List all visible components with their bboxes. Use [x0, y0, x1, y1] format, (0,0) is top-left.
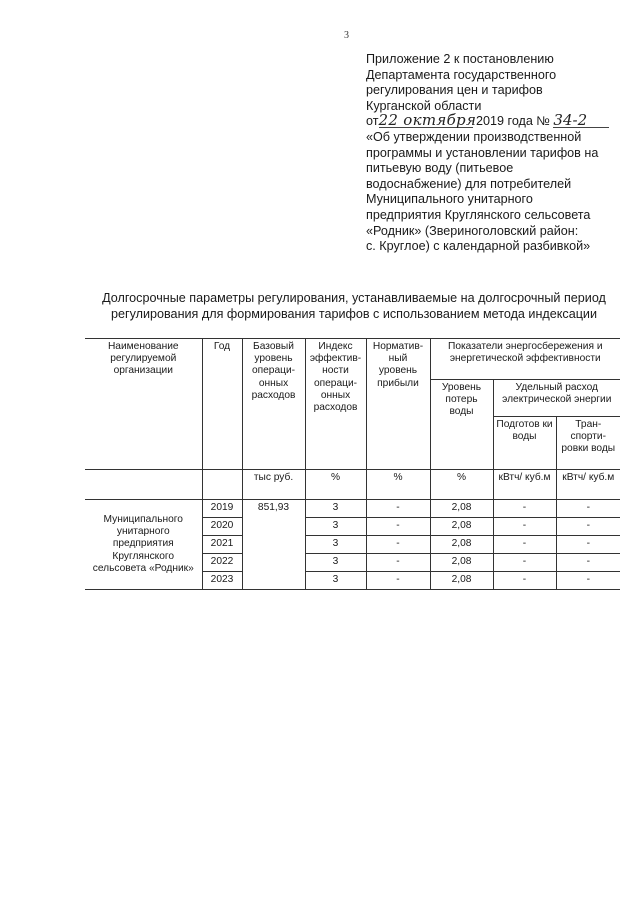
unit-transport: кВтч/ куб.м — [556, 470, 620, 500]
cell-index: 3 — [305, 536, 366, 554]
handwritten-number: 34-2 — [553, 114, 609, 128]
cell-transport: - — [556, 518, 620, 536]
annex-line: регулирования цен и тарифов — [366, 83, 543, 98]
parameters-table — [85, 338, 620, 590]
header-prep: Подготов ки воды — [493, 417, 556, 470]
cell-prep: - — [493, 554, 556, 572]
cell-prep: - — [493, 572, 556, 590]
annex-line: программы и установлении тарифов на — [366, 145, 599, 160]
annex-line: Приложение 2 к постановлению — [366, 52, 554, 66]
unit-index: % — [305, 470, 366, 500]
annex-line: Департамента государственного — [366, 67, 557, 82]
table-row — [85, 500, 620, 518]
cell-index: 3 — [305, 500, 366, 518]
cell-profit: - — [366, 500, 430, 518]
cell-loss: 2,08 — [430, 536, 493, 554]
cell-index: 3 — [305, 518, 366, 536]
base-value: 851,93 — [242, 500, 305, 590]
document-title — [84, 291, 624, 322]
annex-line: Курганской области — [366, 98, 482, 113]
header-profit: Норматив-ный уровень прибыли — [366, 339, 430, 470]
header-year: Год — [202, 339, 242, 470]
cell-index: 3 — [305, 572, 366, 590]
cell-profit: - — [366, 518, 430, 536]
cell-loss: 2,08 — [430, 518, 493, 536]
title-line: регулирования для формирования тарифов с использованием метода индексации — [111, 306, 597, 321]
header-base: Базовый уровень операци-онных расходов — [242, 339, 305, 470]
cell-transport: - — [556, 500, 620, 518]
cell-transport: - — [556, 572, 620, 590]
header-energy: Показатели энергосбережения и энергетической эффективности — [430, 339, 620, 380]
cell-loss: 2,08 — [430, 500, 493, 518]
annex-line: питьевую воду (питьевое — [366, 161, 514, 176]
unit-base: тыс руб. — [242, 470, 305, 500]
page-number: 3 — [344, 30, 349, 41]
cell-year: 2023 — [202, 572, 242, 590]
annex-line: с. Круглое) с календарной разбивкой» — [366, 239, 591, 254]
unit-year — [202, 470, 242, 500]
from-label: от — [366, 114, 379, 129]
cell-prep: - — [493, 518, 556, 536]
annex-line: водоснабжение) для потребителей — [366, 176, 572, 191]
cell-prep: - — [493, 500, 556, 518]
unit-profit: % — [366, 470, 430, 500]
cell-loss: 2,08 — [430, 554, 493, 572]
header-index: Индекс эффектив-ности операци-онных расходов — [305, 339, 366, 470]
annex-line: «Родник» (Звериноголовский район: — [366, 223, 579, 238]
cell-profit: - — [366, 572, 430, 590]
cell-year: 2019 — [202, 500, 242, 518]
cell-transport: - — [556, 554, 620, 572]
header-org: Наименование регулируемой организации — [85, 339, 202, 470]
header-specific: Удельный расход электрической энергии — [493, 380, 620, 417]
unit-loss: % — [430, 470, 493, 500]
annex-date-line — [366, 111, 628, 130]
handwritten-date: 22 октября — [378, 111, 477, 130]
cell-profit: - — [366, 554, 430, 572]
cell-prep: - — [493, 536, 556, 554]
year-label: 2019 года № — [476, 114, 550, 129]
unit-prep: кВтч/ куб.м — [493, 470, 556, 500]
organization-name: Муниципального унитарного предприятия Круглянского сельсовета «Родник» — [85, 500, 202, 590]
annex-line: Муниципального унитарного — [366, 192, 533, 207]
annex-line: «Об утверждении производственной — [366, 129, 582, 144]
cell-loss: 2,08 — [430, 572, 493, 590]
annex-line: предприятия Круглянского сельсовета — [366, 207, 591, 222]
cell-year: 2022 — [202, 554, 242, 572]
cell-profit: - — [366, 536, 430, 554]
annex-header — [366, 52, 628, 255]
cell-year: 2021 — [202, 536, 242, 554]
header-transport: Тран-спорти-ровки воды — [556, 417, 620, 470]
cell-index: 3 — [305, 554, 366, 572]
title-line: Долгосрочные параметры регулирования, устанавливаемые на долгосрочный период — [102, 291, 606, 305]
cell-year: 2020 — [202, 518, 242, 536]
cell-transport: - — [556, 536, 620, 554]
header-loss: Уровень потерь воды — [430, 380, 493, 470]
unit-org — [85, 470, 202, 500]
